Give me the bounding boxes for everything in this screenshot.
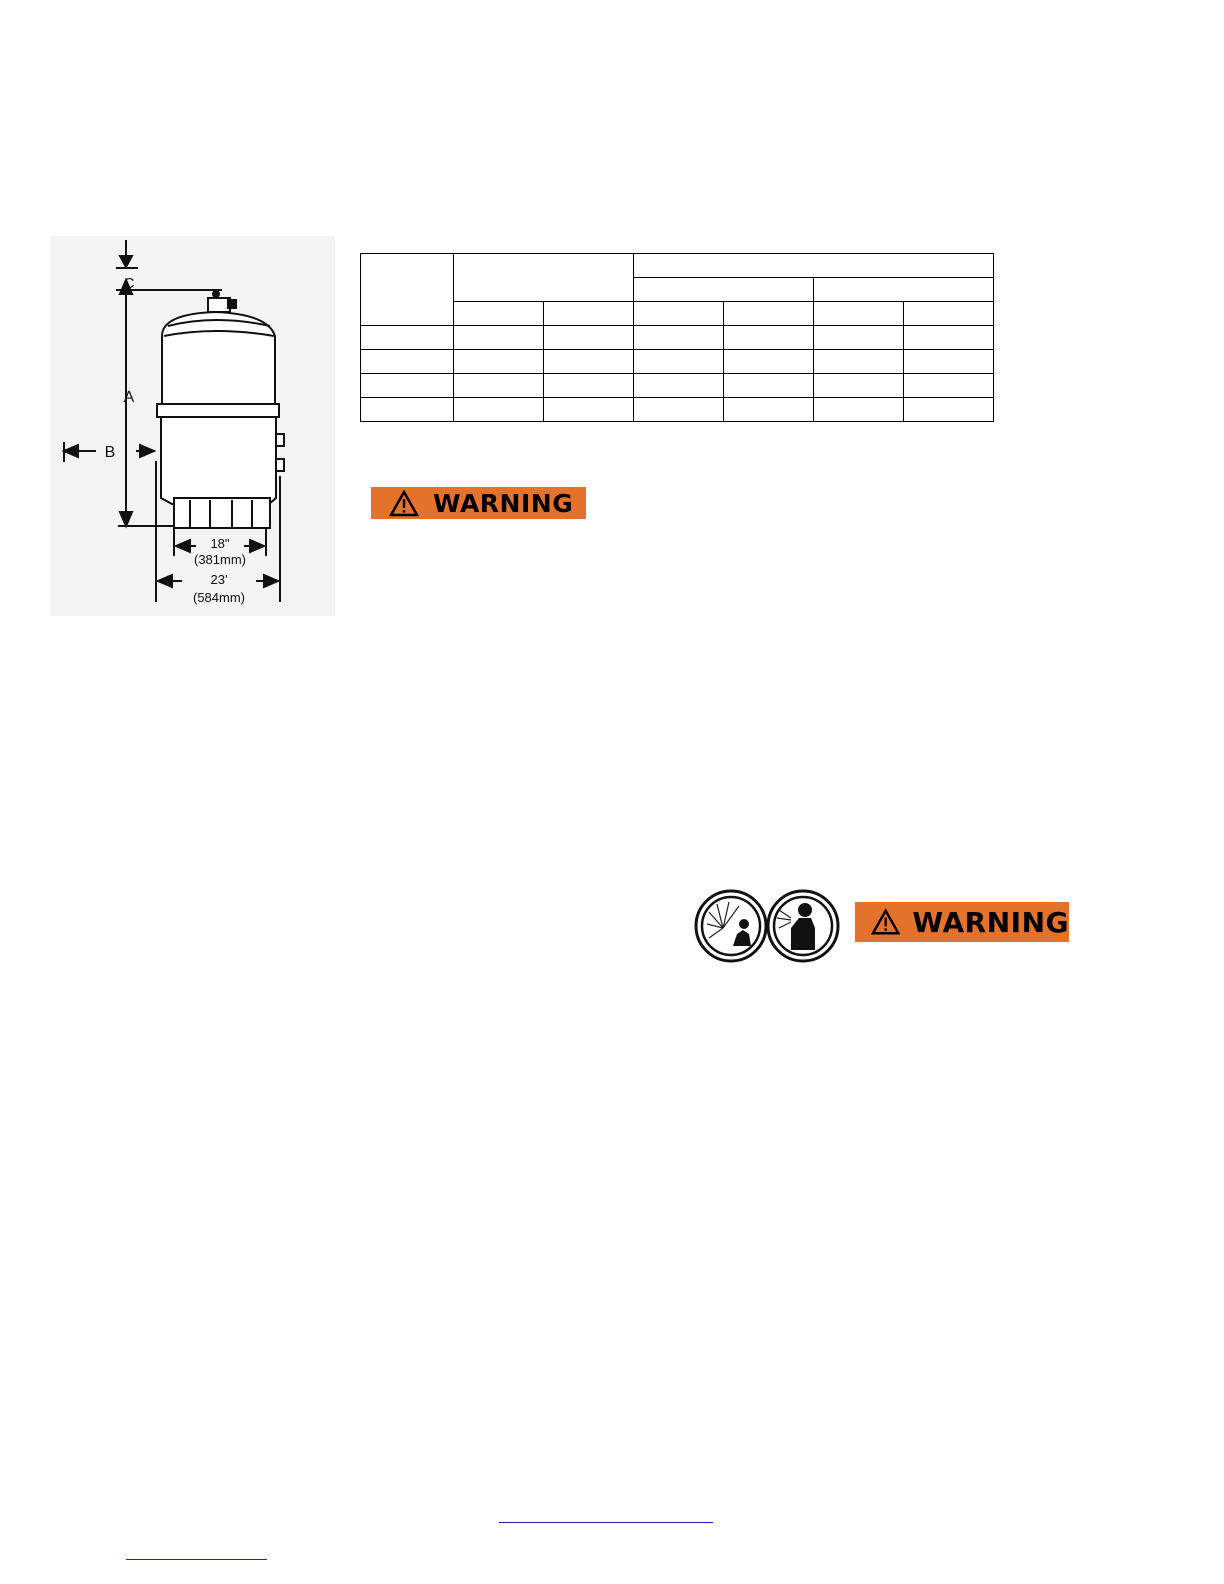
warning-triangle-icon: [389, 490, 419, 517]
outer-width-label: 23': [210, 572, 228, 587]
hyperlink-underline[interactable]: [126, 1559, 267, 1560]
table-row: [361, 398, 994, 422]
table-header-group-2: [634, 254, 994, 278]
table-row: [361, 374, 994, 398]
dimension-table: [360, 253, 994, 422]
table-header-cell: [724, 302, 814, 326]
warning-label: WARNING: [433, 488, 574, 518]
explosion-hazard-icon: [696, 891, 766, 961]
pressure-spray-hazard-icon: [768, 891, 838, 961]
table-header-cell: [904, 302, 994, 326]
outer-width-mm-label: (584mm): [192, 590, 246, 605]
filter-dimension-diagram: [50, 236, 335, 616]
inner-width-label: 18": [210, 536, 230, 551]
table-header-cell: [634, 302, 724, 326]
table-row: [361, 326, 994, 350]
dimension-label-a: A: [123, 389, 135, 406]
table-subheader-2: [814, 278, 994, 302]
table-header-cell: [454, 302, 544, 326]
dimension-label-c: C: [123, 275, 135, 292]
warning-banner: [855, 902, 1069, 942]
table-header-model: [361, 254, 454, 326]
inner-width-mm-label: (381mm): [193, 552, 247, 567]
warning-triangle-icon: [871, 907, 900, 937]
table-header-cell: [544, 302, 634, 326]
table-row: [361, 350, 994, 374]
table-header-group-1: [454, 254, 634, 302]
hazard-pictograms: [693, 888, 841, 964]
table-subheader-1: [634, 278, 814, 302]
warning-label: WARNING: [912, 905, 1069, 939]
hyperlink-underline[interactable]: [499, 1522, 713, 1523]
dimension-label-b: B: [104, 444, 116, 461]
table-header-cell: [814, 302, 904, 326]
warning-banner: [371, 487, 586, 519]
